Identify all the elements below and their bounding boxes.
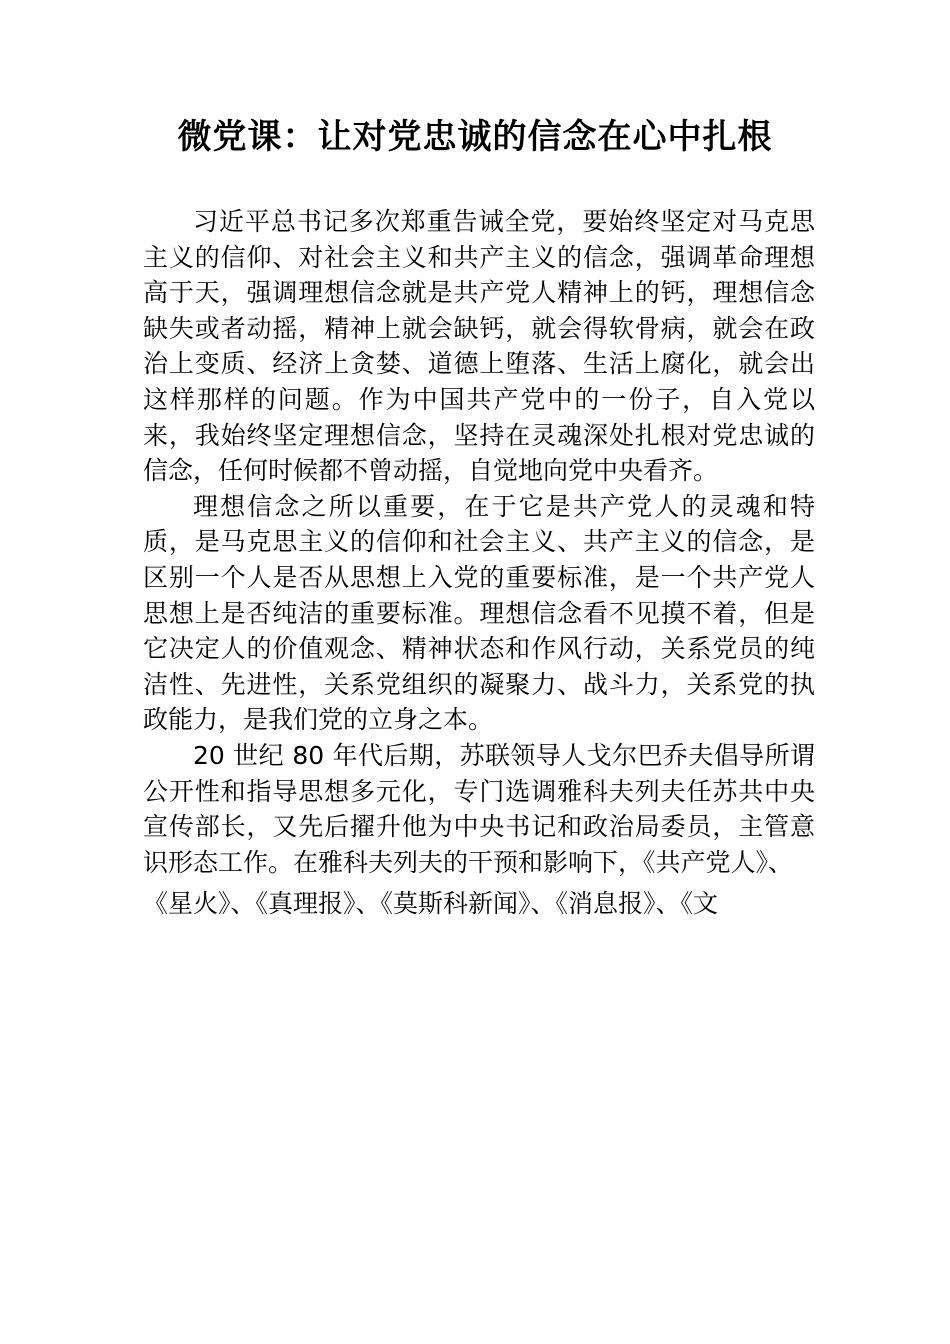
paragraph-1: 习近平总书记多次郑重告诫全党，要始终坚定对马克思主义的信仰、对社会主义和共产主义的信念，强调革命理想高于天，强调理想信念就是共产党人精神上的钙，理想信念缺失或者动摇，精神上就会缺钙，就会得软骨病，就会在政治上变质、经济上贪婪、道德上堕落、生活上腐化，就会出这样那样的问题。作为中国共产党中的一份子，自入党以来，我始终坚定理想信念，坚持在灵魂深处扎根对党忠诚的信念，任何时候都不曾动摇，自觉地向党中央看齐。 xyxy=(143,207,815,486)
document-body xyxy=(143,204,815,880)
paragraph-2: 理想信念之所以重要，在于它是共产党人的灵魂和特质，是马克思主义的信仰和社会主义、共产主义的信念，是区别一个人是否从思想上入党的重要标准，是一个共产党人思想上是否纯洁的重要标准。理想信念看不见摸不着，但是它决定人的价值观念、精神状态和作风行动，关系党员的纯洁性、先进性，关系党组织的凝聚力、战斗力，关系党的执政能力，是我们党的立身之本。 xyxy=(143,491,815,735)
document-title: 微党课：让对党忠诚的信念在心中扎根 xyxy=(177,117,773,157)
paragraph-3-continuation: 《星火》、《真理报》、《莫斯科新闻》、《消息报》、《文 xyxy=(143,889,719,918)
paragraph-3: 20 世纪 80 年代后期，苏联领导人戈尔巴乔夫倡导所谓公开性和指导思想多元化，专门选调雅科夫列夫任苏共中央宣传部长，又先后擢升他为中央书记和政治局委员，主管意识形态工作。在雅科夫列夫的干预和影响下，《共产党人》、 xyxy=(143,740,815,877)
